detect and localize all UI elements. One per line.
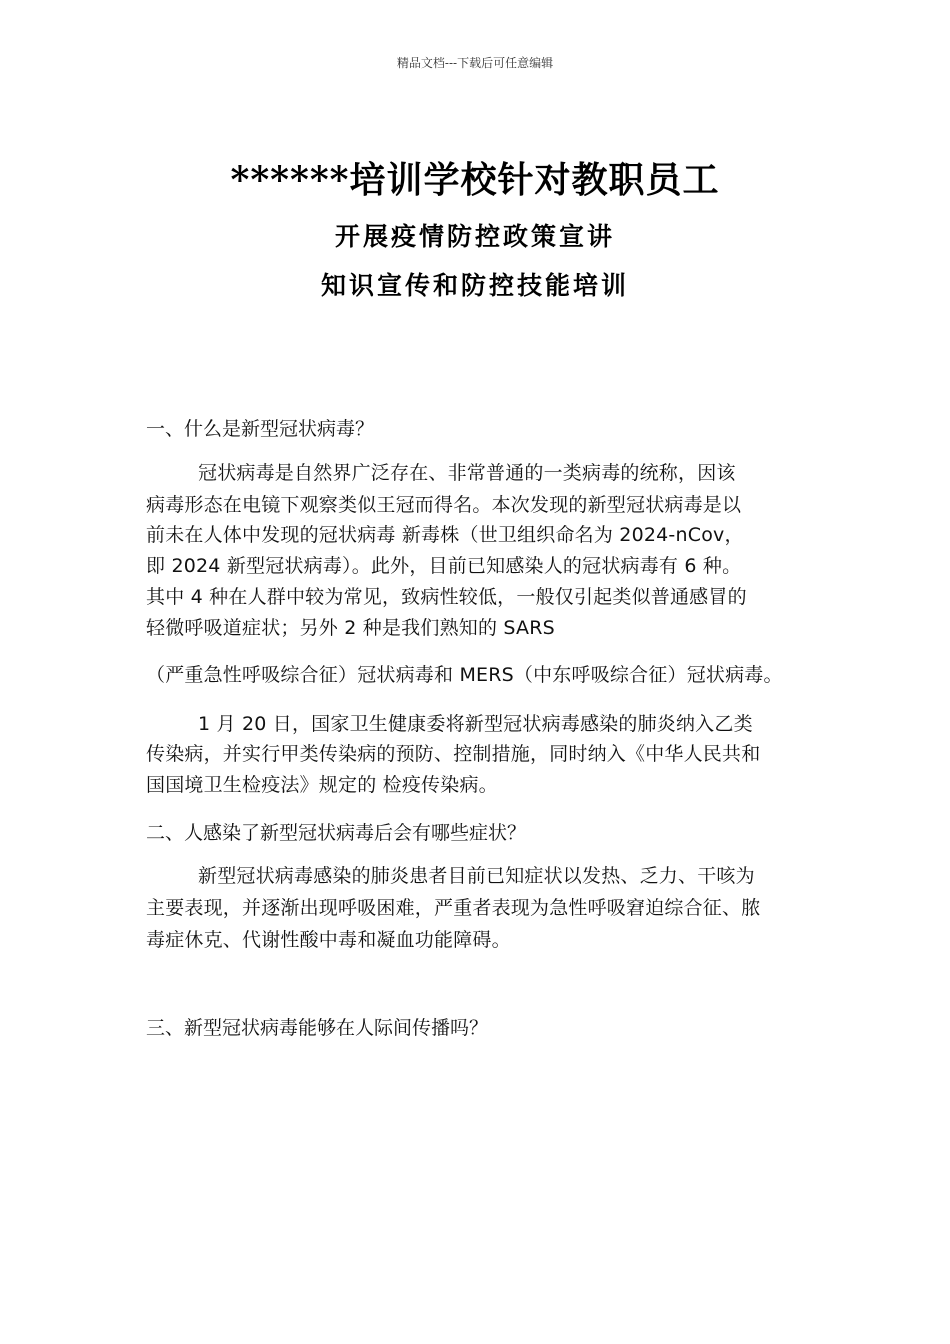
section-2-para-line: 新型冠状病毒感染的肺炎患者目前已知症状以发热、乏力、干咳为 [198,865,755,887]
section-3-heading: 三、新型冠状病毒能够在人际间传播吗？ [146,1017,489,1039]
section-1-para-1-line: 冠状病毒是自然界广泛存在、非常普通的一类病毒的统称，因该 [198,462,736,484]
document-subtitle-2: 知识宣传和防控技能培训 [320,271,629,300]
section-1-para-1-line: 前未在人体中发现的冠状病毒 新毒株（世卫组织命名为 2024-nCov， [146,524,744,546]
section-1-para-1-line: 轻微呼吸道症状；另外 2 种是我们熟知的 SARS [146,617,555,639]
section-1-para-2-line: 国国境卫生检疫法》规定的 检疫传染病。 [146,774,498,796]
section-1-para-1-line: 其中 4 种在人群中较为常见，致病性较低，一般仅引起类似普通感冒的 [146,586,747,608]
section-1-para-1-line: （严重急性呼吸综合征）冠状病毒和 MERS（中东呼吸综合征）冠状病毒。 [146,664,783,686]
document-subtitle-1: 开展疫情防控政策宣讲 [334,222,615,251]
section-2-para-line: 主要表现，并逐渐出现呼吸困难，严重者表现为急性呼吸窘迫综合征、脓 [146,897,761,919]
section-2-heading: 二、人感染了新型冠状病毒后会有哪些症状？ [146,822,527,844]
section-1-para-2-line: 1 月 20 日，国家卫生健康委将新型冠状病毒感染的肺炎纳入乙类 [198,713,753,735]
section-1-heading: 一、什么是新型冠状病毒？ [146,418,375,440]
document-title: ******培训学校针对教职员工 [230,159,720,201]
header-note: 精品文档---下载后可任意编辑 [396,56,554,70]
section-1-para-1-line: 病毒形态在电镜下观察类似王冠而得名。本次发现的新型冠状病毒是以 [146,494,742,516]
section-2-para-line: 毒症休克、代谢性酸中毒和凝血功能障碍。 [146,929,511,951]
section-1-para-1-line: 即 2024 新型冠状病毒）。此外，目前已知感染人的冠状病毒有 6 种。 [146,555,742,577]
section-1-para-2-line: 传染病，并实行甲类传染病的预防、控制措施，同时纳入《中华人民共和 [146,743,761,765]
